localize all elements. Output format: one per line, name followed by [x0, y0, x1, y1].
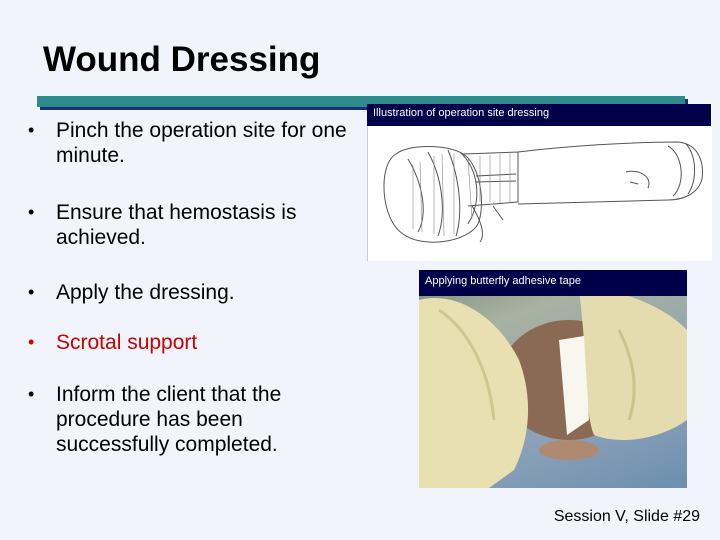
bullet-item: • Pinch the operation site for one minute. [28, 118, 358, 168]
slide-title: Wound Dressing [43, 40, 321, 79]
figure-caption: Illustration of operation site dressing [367, 104, 711, 126]
bullet-item: • Ensure that hemostasis is achieved. [28, 200, 358, 250]
dressing-line-drawing [368, 124, 712, 261]
bullet-item-highlighted: • Scrotal support [28, 330, 197, 355]
bullet-item: • Inform the client that the procedure has been successfully completed. [28, 382, 358, 457]
bullet-item: • Apply the dressing. [28, 280, 235, 305]
illustration-figure [367, 104, 712, 261]
photo-figure [419, 270, 687, 488]
hands-applying-tape-photo [419, 270, 687, 488]
slide-number-footer: Session V, Slide #29 [553, 508, 700, 525]
figure-caption: Applying butterfly adhesive tape [419, 270, 687, 296]
